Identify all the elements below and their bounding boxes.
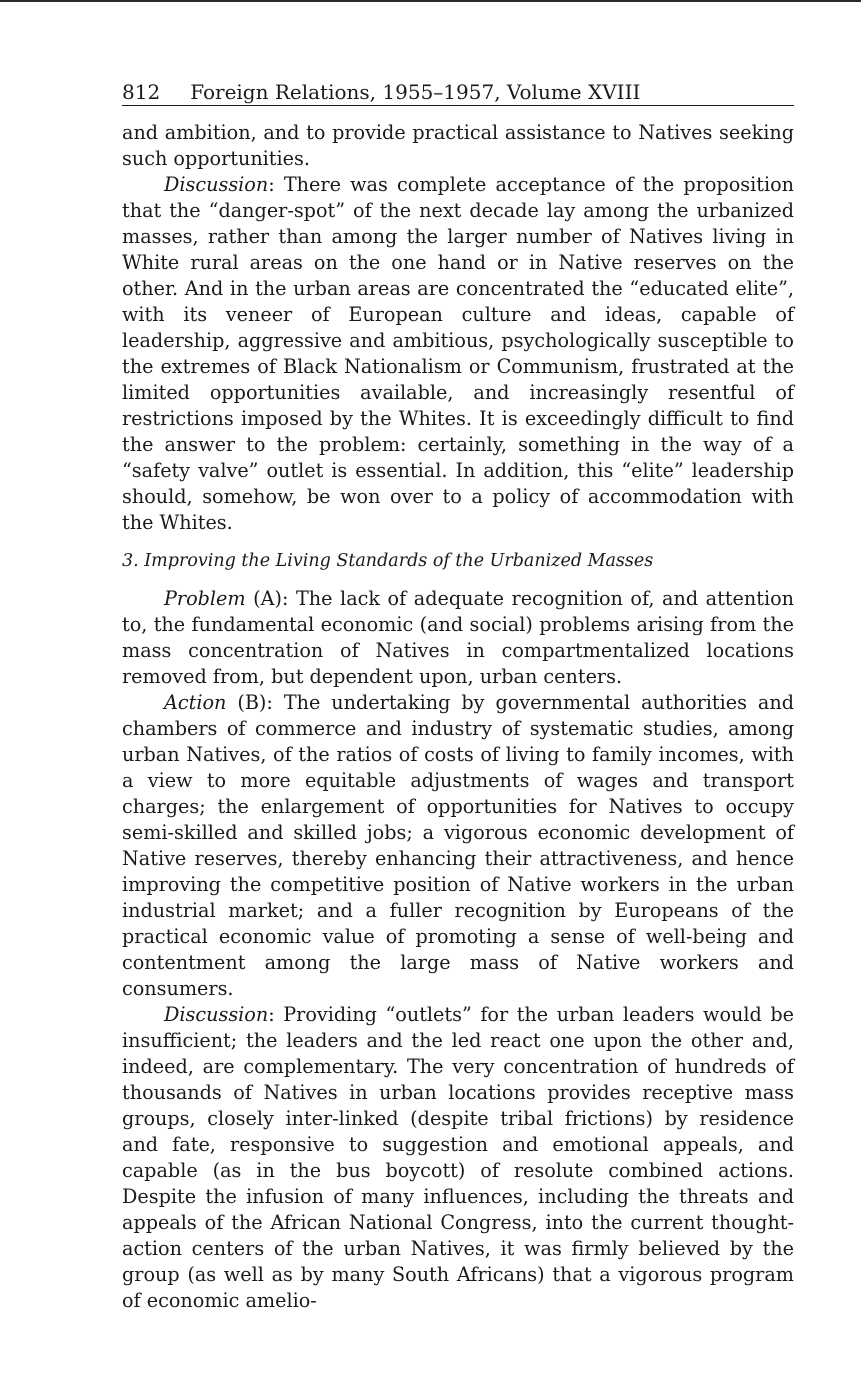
paragraph-text: (B): The undertaking by governmental authorities and chambers of commerce and industry of systematic studies, among urban Natives, of the ratios of costs of living to family incomes, with a view to more equitable adjustments of wages and transport charges; the enlargement of opportunities for Natives to occupy semi-skilled and skilled jobs; a vigorous economic development of Native reserves, thereby enhancing their attractiveness, and hence improving the competitive position of Native workers in the urban industrial market; and a fuller recognition by Europeans of the practical economic value of promoting a sense of well-being and contentment among the large mass of Native workers and consumers. [122, 691, 794, 1000]
paragraph-discussion-1 [122, 172, 794, 536]
section-heading: 3. Improving the Living Standards of the Urbanized Masses [122, 551, 654, 571]
paragraph-label: Action [164, 691, 227, 714]
paragraph-discussion-2 [122, 1002, 794, 1314]
paragraph-text: (A): The lack of adequate recognition of, and attention to, the fundamental economic (and social) problems arising from the mass concentration of Natives in compartmentalized locations removed from, but dependent upon, urban centers. [122, 587, 794, 688]
body-text [122, 120, 794, 1314]
paragraph-continuation [122, 120, 794, 172]
paragraph-text: : There was complete acceptance of the proposition that the “danger-spot” of the next decade lay among the urbanized masses, rather than among the larger number of Natives living in White rural areas on the one hand or in Native reserves on the other. And in the urban areas are concentrated the “educated elite”, with its veneer of European culture and ideas, capable of leadership, aggressive and ambitious, psychologically susceptible to the extremes of Black Nationalism or Communism, frustrated at the limited opportunities available, and increasingly resentful of restrictions imposed by the Whites. It is exceedingly difficult to find the answer to the problem: certainly, something in the way of a “safety valve” outlet is essential. In addition, this “elite” leadership should, somehow, be won over to a policy of accommodation with the Whites. [122, 173, 794, 534]
paragraph-text: : Providing “outlets” for the urban leaders would be insufficient; the leaders and the led react one upon the other and, indeed, are complementary. The very concentration of hundreds of thousands of Natives in urban locations provides receptive mass groups, closely inter-linked (despite tribal frictions) by residence and fate, responsive to suggestion and emotional appeals, and capable (as in the bus boycott) of resolute combined actions. Despite the infusion of many influences, including the threats and appeals of the African National Congress, into the current thought-action centers of the urban Natives, it was firmly believed by the group (as well as by many South Africans) that a vigorous program of economic amelio- [122, 1003, 794, 1312]
paragraph-problem [122, 586, 794, 690]
publication-title: Foreign Relations, 1955–1957, Volume XVIII [190, 80, 641, 104]
page-number: 812 [122, 80, 161, 104]
top-edge-rule [0, 0, 861, 2]
running-header [122, 80, 794, 106]
paragraph-text: and ambition, and to provide practical assistance to Natives seeking such opportunities. [122, 121, 794, 170]
paragraph-label: Problem [164, 587, 246, 610]
paragraph-action [122, 690, 794, 1002]
paragraph-label: Discussion [164, 1003, 269, 1026]
document-page [122, 80, 794, 1314]
paragraph-label: Discussion [164, 173, 269, 196]
